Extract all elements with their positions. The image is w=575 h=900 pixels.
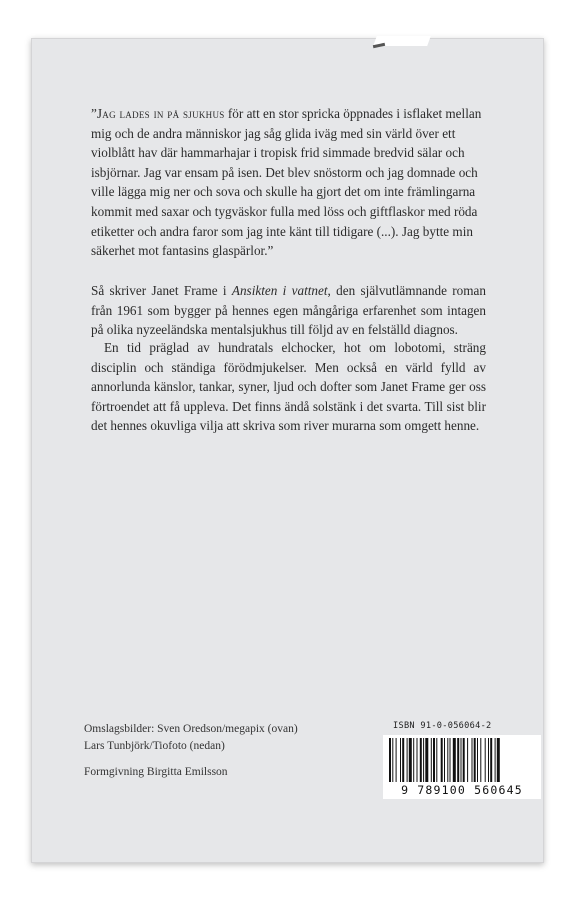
cover-credit-line-2: Lars Tunbjörk/Tiofoto (nedan) (84, 740, 225, 752)
blurb-paragraph-1 (91, 281, 486, 340)
design-credit: Formgivning Birgitta Emilsson (84, 766, 228, 778)
cover-credit-line-1: Omslagsbilder: Sven Oredson/megapix (ovan) (84, 723, 298, 735)
blurb-quote (91, 104, 486, 261)
blurb-paragraph-2: En tid präglad av hundratals elchocker, hot om lobotomi, sträng disciplin och ständiga förödmjukelser. Men också en värld fylld av annorlunda känslor, tankar, syner, ljud och dofter som Janet Frame ger oss förtroendet att få uppleva. Det finns ändå solstänk i det svarta. Till sist blir det hennes okuvliga vilja att skriva som river murarna som omgett henne. (91, 340, 486, 434)
barcode-number: 9 789100 560645 (401, 783, 523, 797)
isbn-text: ISBN 91-0-056064-2 (393, 721, 492, 731)
book-title-italic: Ansikten i vattnet (231, 283, 328, 298)
cover-image-credits (84, 721, 344, 755)
barcode-icon (389, 738, 535, 782)
paragraph-1-after: , den självutlämnande roman från 1961 som bygger på hennes egen mångåriga erfarenhet som intagen på olika nyzeeländska mentalsjukhus till följd av en felställd diagnos. (91, 283, 486, 338)
paragraph-1-before: Så skriver Janet Frame i (91, 283, 232, 298)
book-back-cover (31, 38, 544, 863)
quote-body: för att en stor spricka öppnades i isflaket mellan mig och de andra människor jag såg glida iväg med sin värld över ett violblått hav där hammarhajar i tropisk frid simmade bredvid sälar och isbjörnar. Jag var ensam på isen. Det blev snöstorm och jag domnade och ville lägga mig ner och sova och skulle ha gjort det om inte främlingarna kommit med saxar och tygväskor fulla med löss och giftflaskor med röda etiketter och andra faror som jag inte känt till tidigare (...). Jag bytte min säkerhet mot fantasins glaspärlor.” (91, 106, 482, 259)
barcode-label (383, 735, 541, 799)
quote-smallcaps-lead: Jag lades in på sjukhus (96, 106, 225, 121)
quote-open-mark: ” (91, 106, 97, 121)
